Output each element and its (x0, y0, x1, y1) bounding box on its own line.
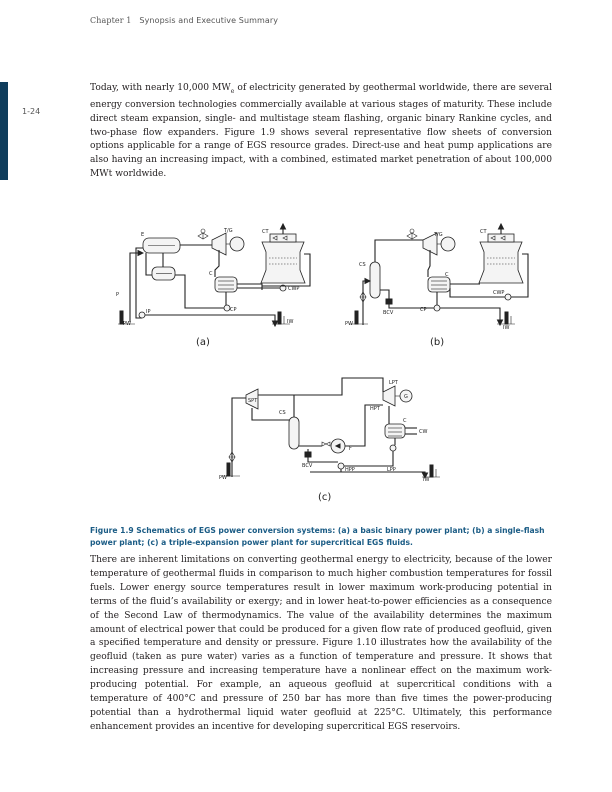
label-iw-b: IW (503, 325, 510, 331)
cp-pump-b (434, 305, 440, 311)
label-cp-a: CP (230, 307, 237, 313)
label-cwp-b: CWP (493, 290, 505, 296)
panel-b-label: (b) (430, 337, 445, 348)
subscript-e: e (230, 87, 235, 95)
cooling-tower-a (261, 242, 305, 283)
generator-a (230, 237, 244, 251)
label-spt: SPT (248, 398, 258, 404)
label-c-b: C (445, 272, 449, 278)
lpt-turbine (383, 386, 395, 406)
label-cwp-a: CWP (288, 286, 300, 292)
hpp-pump (338, 463, 344, 469)
label-hpp: HPP (345, 467, 355, 473)
condenser-a (215, 277, 237, 292)
label-iw-a: IW (287, 319, 294, 325)
panel-c-schematic (219, 378, 440, 503)
figure-caption: Figure 1.9 Schematics of EGS power conversion systems: (a) a basic binary power plant; (b) a single-flash power plant; (c) a triple-expansion power plant for supercritical EGS fluids. (90, 526, 545, 547)
paragraph-limitations: There are inherent limitations on converting geothermal energy to electricity, because of the lower temperature of geothermal fluids in comparison to much higher combustion temperatures for fossil fuels. Lower energy source temperatures result in lower maximum work-producing potential in terms of the fluid’s availability or exergy; and in lower heat-to-power efficiencies as a consequence of the Second Law of thermodynamics. The value of the availability determines the maximum amount of electrical power that could be produced for a given flow rate of produced geofluid, given a specified temperature and density or pressure. Figure 1.10 illustrates how the availability of the geofluid (taken as pure water) varies as a function of temperature and pressure. It shows that increasing pressure and increasing temperature have a nonlinear effect on the maximum work-producing potential. For example, an aqueous geofluid at supercritical conditions with a temperature of 400°C and pressure of 250 bar has more than five times the power-producing potential than a hydrothermal liquid water geofluid at 225°C. Ultimately, this performance enhancement provides an incentive for developing supercritical EGS reservoirs. (90, 555, 552, 732)
label-ct-b: CT (480, 229, 487, 235)
page-number: 1-24 (22, 107, 41, 116)
label-e: E (141, 232, 145, 238)
label-pw-c: PW (219, 475, 227, 481)
label-lpt: LPT (389, 380, 398, 386)
label-g: G (404, 394, 408, 400)
panel-a-schematic (116, 224, 310, 348)
label-ip: IP (146, 309, 151, 315)
cyclone-separator-c (289, 417, 299, 449)
bcv-valve-c (305, 452, 311, 457)
label-pw-a: PW (123, 321, 131, 327)
label-c-a: C (209, 271, 213, 277)
label-hpt: HPT (370, 406, 380, 412)
paragraph-intro-start: Today, with nearly 10,000 MW (90, 83, 231, 93)
label-cw: CW (419, 429, 428, 435)
label-f: F (349, 446, 352, 452)
label-c-c: C (403, 418, 407, 424)
label-p: P (116, 292, 120, 298)
paragraph-intro-rest: of electricity generated by geothermal worldwide, there are several energy conversion technologies commercially available at various stages of maturity. These include direct steam expansion, single- and multistage steam flashing, organic binary Rankine cycles, and two-phase flow expanders. Figure 1.9 shows several representative flow sheets of conversion options applicable for a range of EGS resource grades. Direct-use and heat pump applications are also having an increasing impact, with a combined, estimated market penetration of about 100,000 MWt worldwide. (90, 83, 553, 180)
lpp-pump (390, 445, 396, 451)
bcv-valve-b (386, 299, 392, 304)
panel-c-label: (c) (318, 492, 332, 503)
label-tg-b: T/G (434, 232, 443, 238)
generator-b (441, 237, 455, 251)
label-cs-b: CS (359, 262, 366, 268)
label-cs-c: CS (279, 410, 286, 416)
panel-a-label: (a) (196, 337, 210, 348)
cwp-pump-b (505, 294, 511, 300)
label-cp-b: CP (420, 307, 427, 313)
panel-b-schematic (345, 224, 528, 348)
label-iw-c: IW (423, 477, 430, 483)
label-lpp: LPP (387, 467, 396, 473)
label-tg-a: T/G (224, 228, 233, 234)
chapter-number: Chapter 1 (90, 16, 132, 25)
cyclone-separator-b (370, 262, 380, 298)
condenser-b (428, 277, 450, 292)
label-ct-a: CT (262, 229, 269, 235)
label-pw-b: PW (345, 321, 353, 327)
ip-pump-a (139, 312, 145, 318)
cooling-tower-b (479, 242, 523, 283)
chapter-title: Synopsis and Executive Summary (139, 16, 279, 25)
label-bcv-b: BCV (383, 310, 394, 316)
label-bcv-c: BCV (302, 463, 313, 469)
